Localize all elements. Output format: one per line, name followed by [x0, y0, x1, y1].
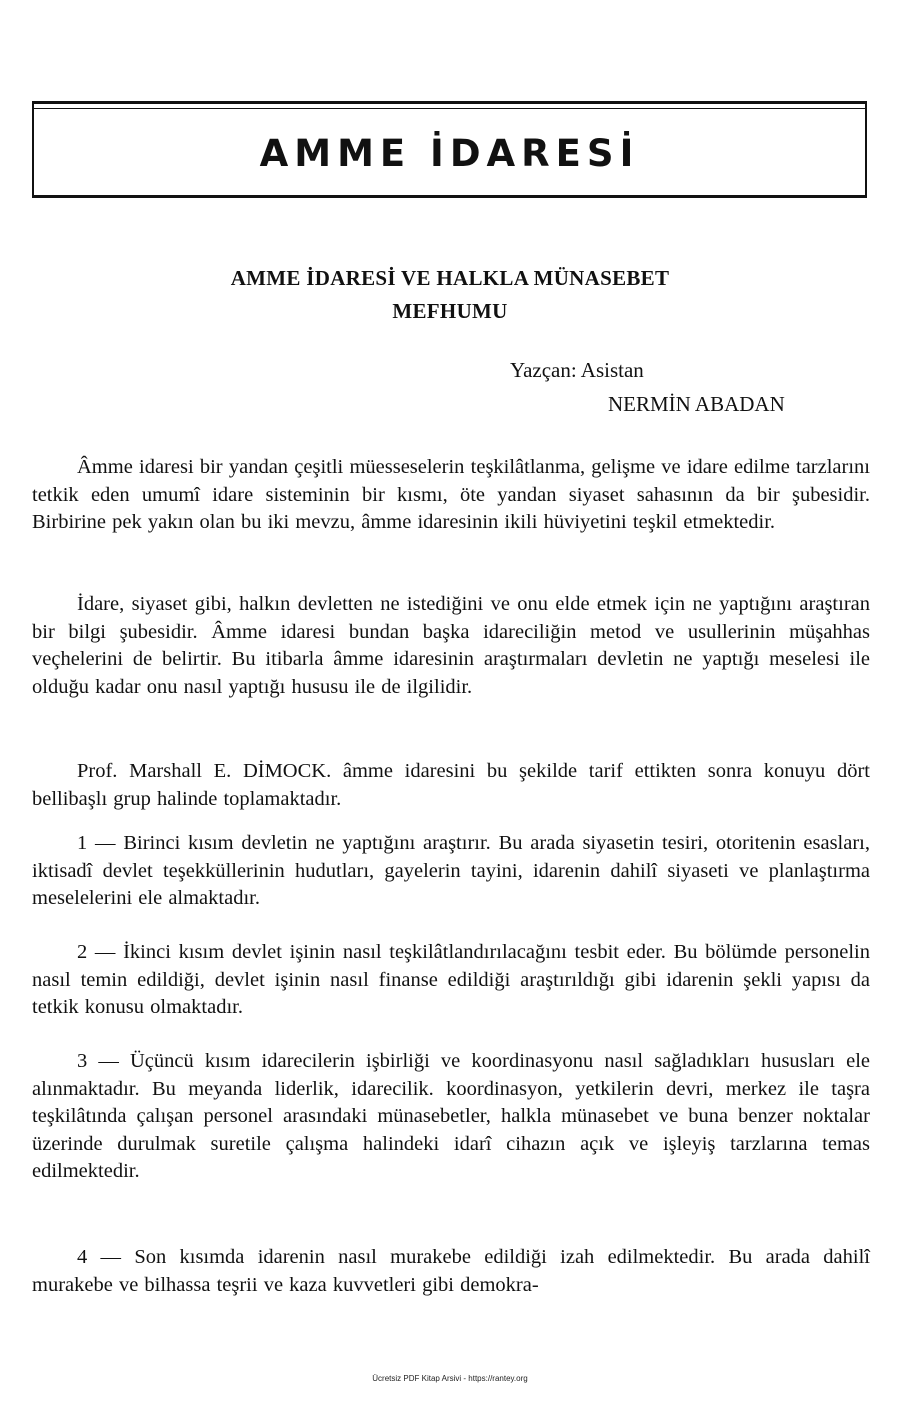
section-title: AMME İDARESİ	[259, 132, 640, 175]
author-name: NERMİN ABADAN	[608, 392, 785, 416]
paragraph-3: Prof. Marshall E. DİMOCK. âmme idaresini bu şekilde tarif ettikten sonra konuyu dört bellibaşlı grup halinde toplamaktadır.	[32, 760, 870, 810]
paragraph-4: 1 — Birinci kısım devletin ne yaptığını araştırır. Bu arada siyasetin tesiri, otoritenin esasları, iktisadî devlet teşekküllerinin hudutları, gayelerin tayini, idarenin dahilî siyaseti ve planlaştırma meselelerini ele almaktadır.	[32, 832, 870, 909]
section-banner	[32, 101, 867, 198]
footer-note: Ücretsiz PDF Kitap Arsivi - https://rantey.org	[372, 1374, 528, 1383]
paragraph-5: 2 — İkinci kısım devlet işinin nasıl teşkilâtlandırılacağını tesbit eder. Bu bölümde personelin nasıl temin edildiği, devlet işinin nasıl finanse edildiği araştırıldığı gibi idarenin şekli yapısı da tetkik konusu olmaktadır.	[32, 941, 870, 1018]
paragraph-7: 4 — Son kısımda idarenin nasıl murakebe edildiği izah edilmektedir. Bu arada dahilî murakebe ve bilhassa teşrii ve kaza kuvvetleri gibi demokra-	[32, 1246, 870, 1296]
paragraph-2: İdare, siyaset gibi, halkın devletten ne istediğini ve onu elde etmek için ne yaptığını araştıran bir bilgi şubesidir. Âmme idaresi bundan başka idareciliğin metod ve usullerinin müşahhas veçhelerini de belirtir. Bu itibarla âmme idaresinin araştırmaları devletin ne yaptığı meselesi ile olduğu kadar onu nasıl yaptığı hususu ile de ilgilidir.	[32, 593, 870, 698]
paragraph-1: Âmme idaresi bir yandan çeşitli müesseselerin teşkilâtlanma, gelişme ve idare edilme tarzlarını tetkik eden umumî idare sisteminin bir kısmı, öte yandan siyaset sahasının da bir şubesidir. Birbirine pek yakın olan bu iki mevzu, âmme idaresinin ikili hüviyetini teşkil etmektedir.	[32, 456, 870, 533]
article-title-line-1: AMME İDARESİ VE HALKLA MÜNASEBET	[230, 266, 670, 290]
author-prefix: Yazçan: Asistan	[510, 358, 644, 382]
article-title-line-2: MEFHUMU	[392, 299, 508, 323]
paragraph-6: 3 — Üçüncü kısım idarecilerin işbirliği ve koordinasyonu nasıl sağladıkları hususları ele alınmaktadır. Bu meyanda liderlik, idarecilik. koordinasyon, yetkilerin devri, merkez ile taşra teşkilâtında çalışan personel arasındaki münasebetler, halkla münasebet ve buna benzer noktalar üzerinde durulmak suretile çalışma halindeki idarî cihazın açık ve işleyiş tarzlarına temas edilmektedir.	[32, 1050, 870, 1182]
